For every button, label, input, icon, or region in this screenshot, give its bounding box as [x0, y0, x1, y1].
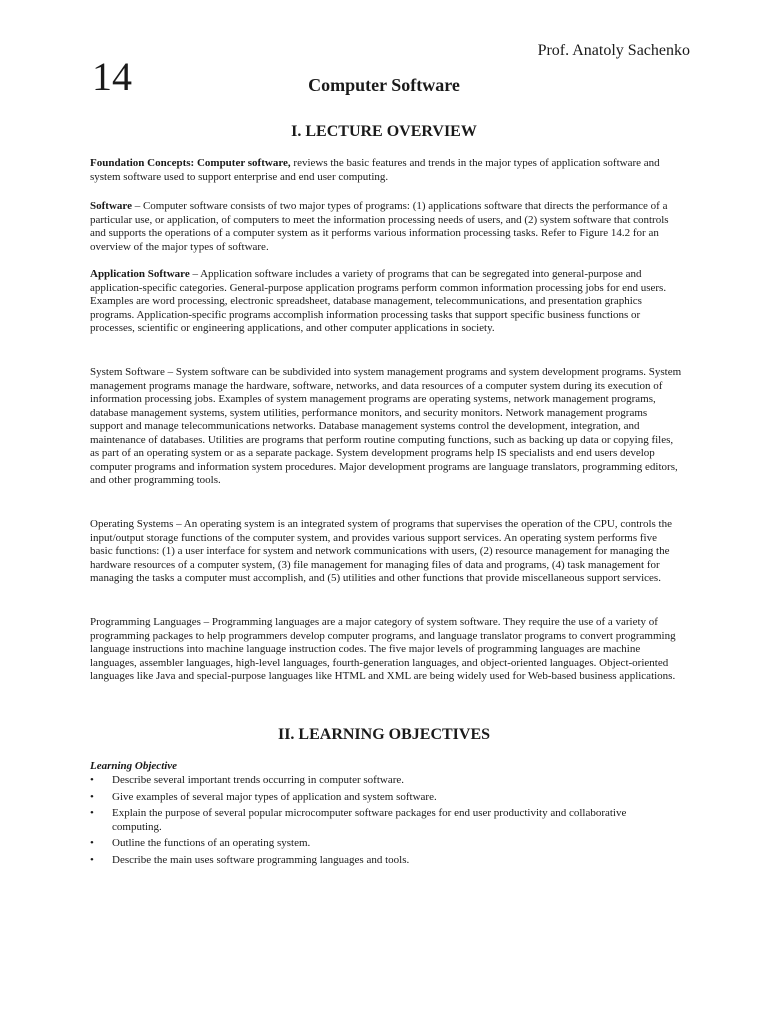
objective-text: Give examples of several major types of application and system software.: [112, 790, 437, 803]
list-item: [90, 854, 670, 868]
objective-text: Outline the functions of an operating system.: [112, 837, 311, 849]
paragraph-operating-systems: [90, 518, 682, 586]
paragraph-foundation-concepts: [90, 157, 682, 184]
paragraph-programming-languages: [90, 616, 682, 684]
list-item: [90, 837, 670, 851]
bullet-icon: •: [90, 807, 94, 819]
list-item: [90, 807, 670, 834]
bullet-icon: •: [90, 837, 94, 849]
bullet-icon: •: [90, 790, 94, 803]
paragraph-lead: Software: [90, 200, 132, 212]
paragraph-text: Programming Languages – Programming languages are a major category of system software. They require the use of a variety of programming packages to help programmers develop computer programs, and language translator programs to convert programming language instructions into machine language instruction codes. The five major levels of programming languages are machine languages, assembler languages, high-level languages, fourth-generation languages, and object-oriented languages. Object-oriented languages like Java and special-purpose languages like HTML and XML are being widely used for Web-based business applications.: [90, 616, 676, 682]
objective-text: Explain the purpose of several popular microcomputer software packages for end user productivity and collaborative computing.: [112, 807, 627, 833]
objective-text: Describe the main uses software programming languages and tools.: [112, 853, 410, 866]
paragraph-text: reviews the basic features and trends in the major types of application software and system software used to support enterprise and end user computing.: [90, 157, 660, 183]
paragraph-text: System Software – System software can be subdivided into system management programs and system development programs. System management programs manage the hardware, software, networks, and data resources of a computer system during its execution of information processing jobs. Examples of system management programs are operating systems, network management programs, database management systems, system utilities, performance monitors, and security monitors. Network management programs support and manage telecommunications networks. Database management systems control the development, integration, and maintenance of databases. Utilities are programs that perform routine computing functions, such as backing up data or copying files, as part of an operating system or as a separate package. System development programs help IS specialists and end users develop computer programs and information system procedures. Major development programs are language translators, programming editors, and other programming tools.: [90, 366, 682, 486]
paragraph-lead: Foundation Concepts: Computer software,: [90, 157, 291, 169]
section-heading-learning-objectives: II. LEARNING OBJECTIVES: [277, 726, 491, 743]
bullet-icon: •: [90, 774, 94, 786]
author-name: Prof. Anatoly Sachenko: [537, 42, 690, 59]
learning-objective-label: Learning Objective: [90, 760, 178, 772]
paragraph-lead: Application Software: [90, 268, 190, 280]
list-item: [90, 774, 670, 788]
paragraph-application-software: [90, 268, 682, 336]
list-item: [90, 791, 670, 805]
learning-objectives-list: [90, 774, 670, 870]
paragraph-text: – Computer software consists of two major types of programs: (1) applications software that directs the performance of a particular use, or application, of computers to meet the information processing needs of users, and (2) system software that controls and supports the operations of a computer system as it performs various information processing tasks. Refer to Figure 14.2 for an overview of the major types of software.: [90, 200, 669, 253]
objective-text: Describe several important trends occurring in computer software.: [112, 774, 405, 786]
section-heading-lecture-overview: I. LECTURE OVERVIEW: [291, 123, 477, 140]
paragraph-text: – Application software includes a variety of programs that can be segregated into general-purpose and application-specific categories. General-purpose application programs perform common information processing jobs for end users. Examples are word processing, electronic spreadsheet, database management, telecommunications, and presentation graphics programs. Application-specific programs accomplish information processing tasks that support specific business functions or processes, scientific or engineering applications, and other computer applications in society.: [90, 268, 667, 334]
paragraph-system-software: [90, 366, 682, 488]
paragraph-software: [90, 200, 682, 254]
paragraph-text: Operating Systems – An operating system is an integrated system of programs that supervises the operation of the CPU, controls the input/output storage functions of the computer system, and provides various support services. An operating system performs five basic functions: (1) a user interface for system and network communications with users, (2) resource management for managing the hardware resources of a computer system, (3) file management for managing files of data and programs, (4) task management for managing the tasks a computer must accomplish, and (5) utilities and other functions that provide miscellaneous support services.: [90, 518, 672, 584]
chapter-title: Computer Software: [308, 75, 460, 95]
chapter-number: 14: [92, 54, 132, 99]
bullet-icon: •: [90, 853, 94, 866]
